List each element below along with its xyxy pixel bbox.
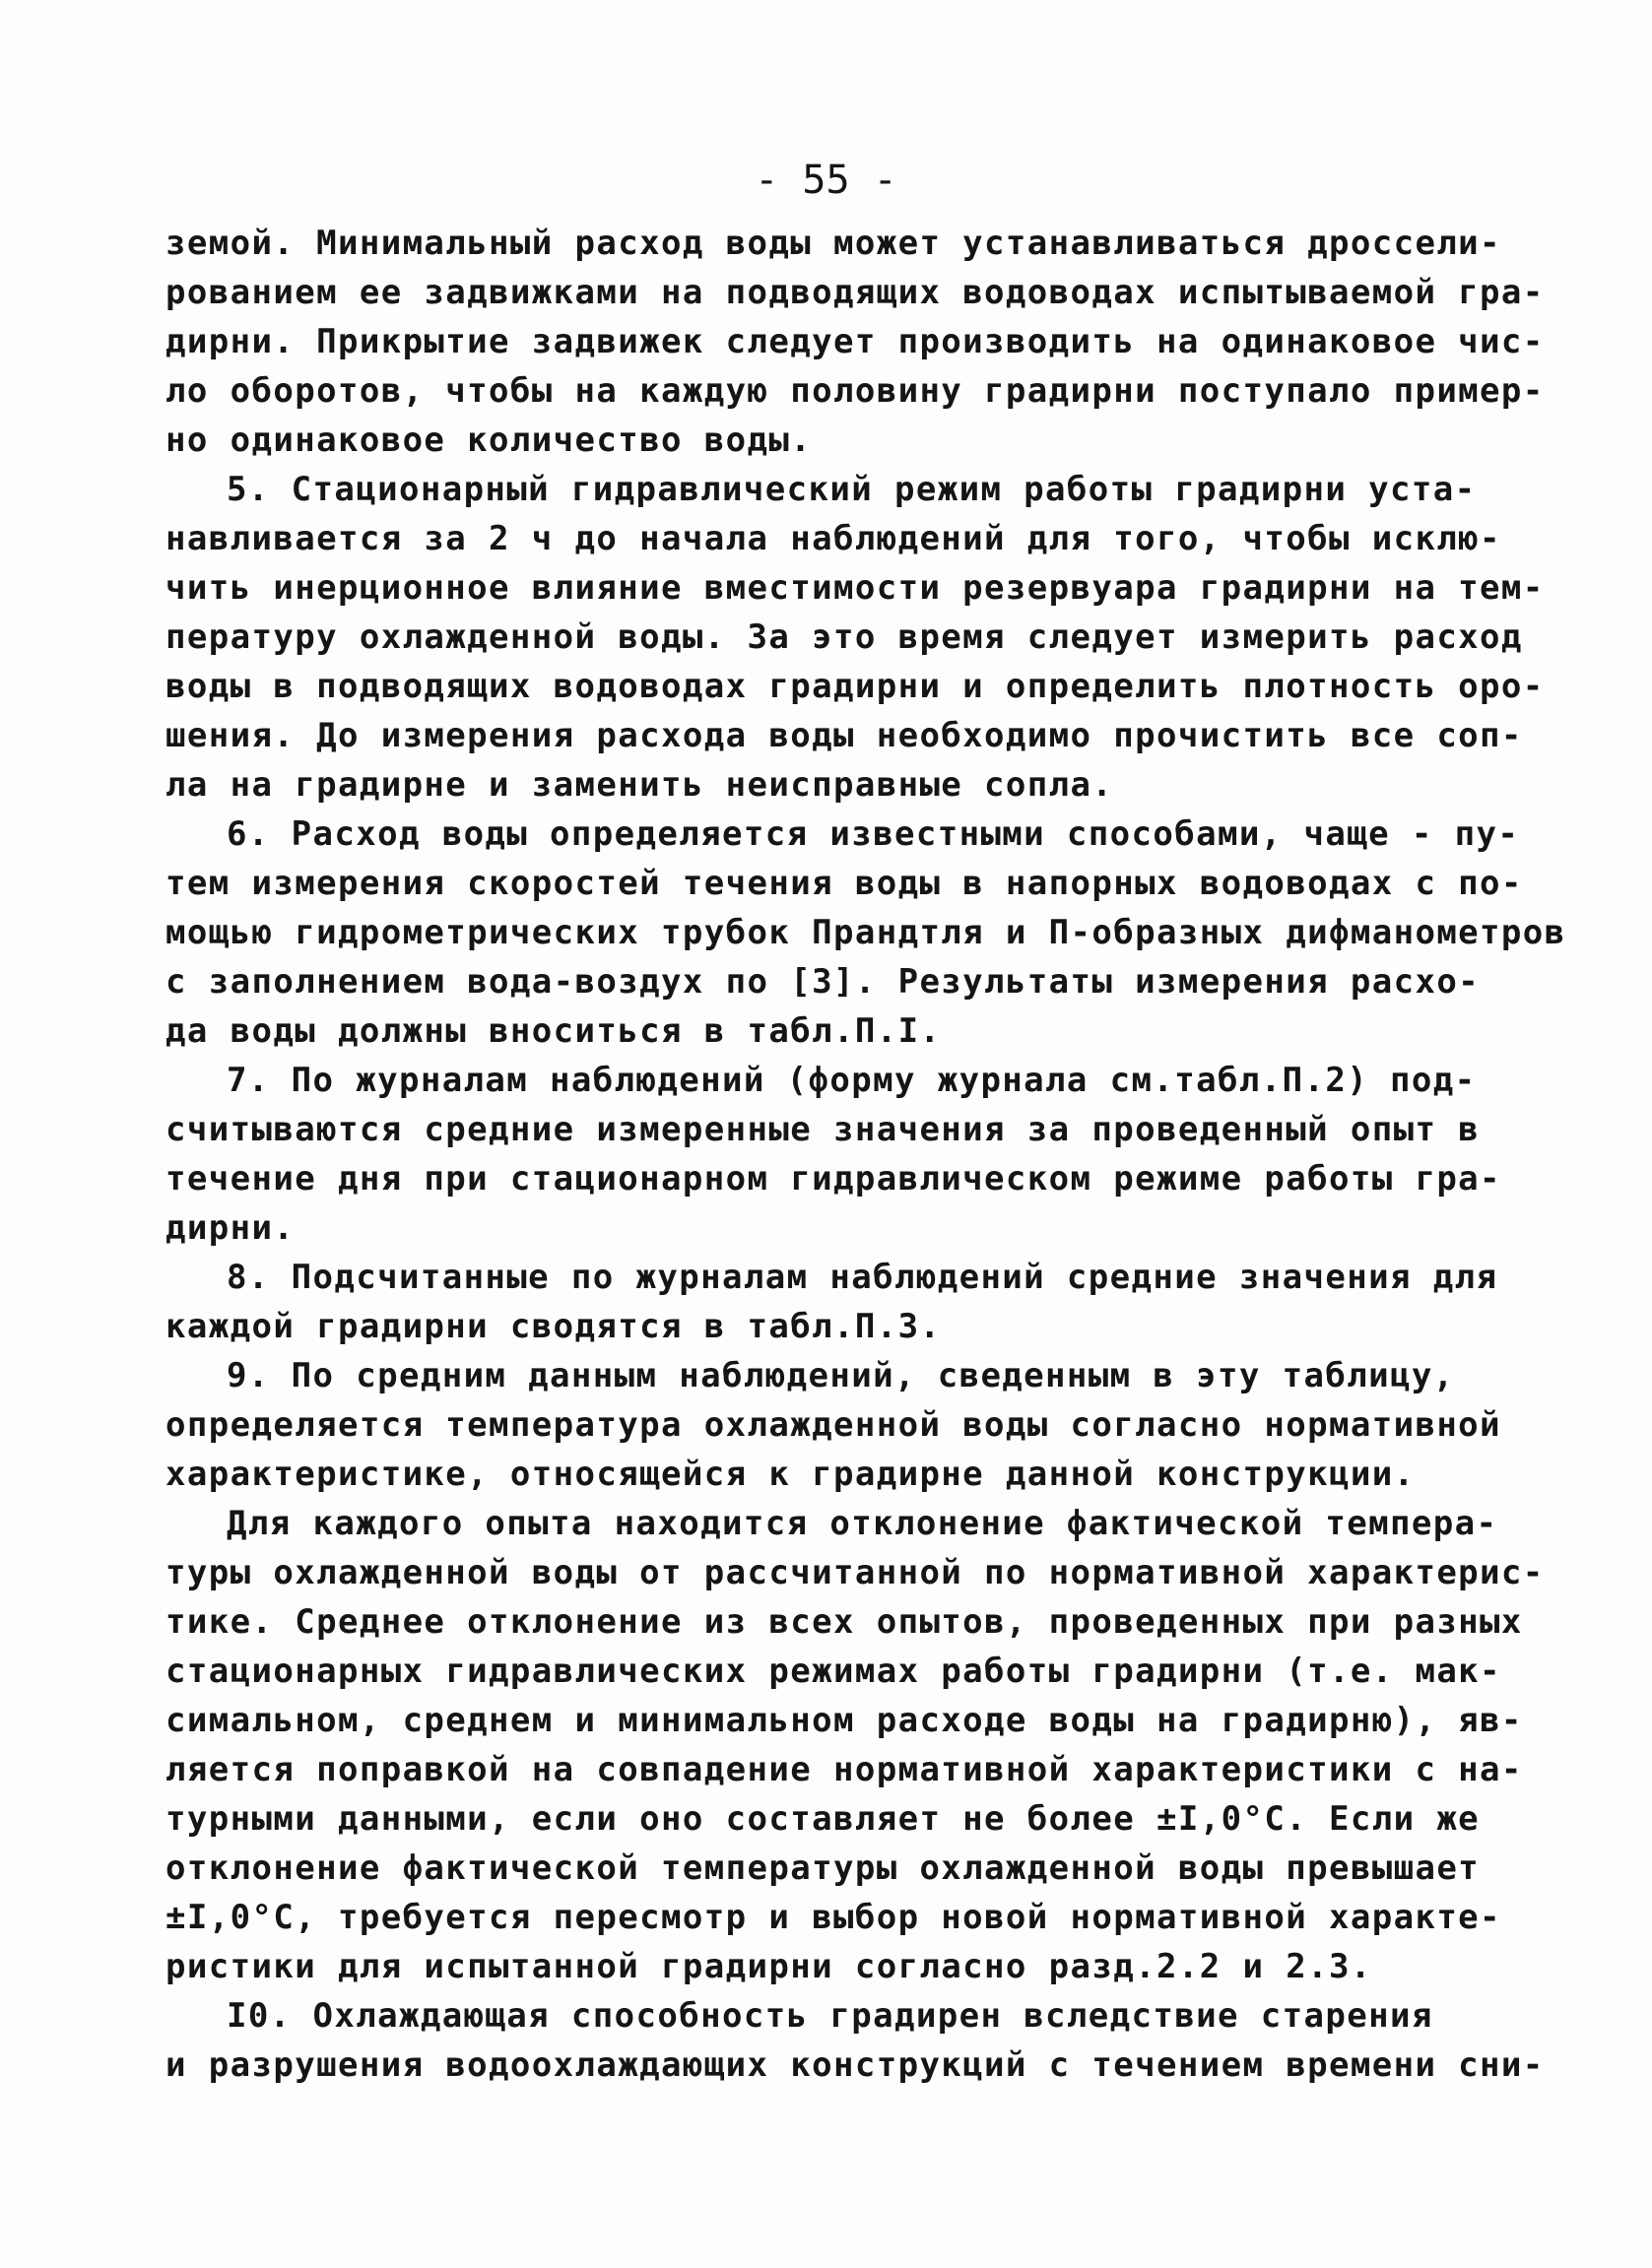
text-line: навливается за 2 ч до начала наблюдений для того, чтобы исклю- xyxy=(165,519,1501,558)
paragraph-start-6: 6. Расход воды определяется известными способами, чаще - пу- xyxy=(227,814,1520,854)
text-line: тем измерения скоростей течения воды в напорных водоводах с по- xyxy=(165,864,1523,903)
text-line: тике. Среднее отклонение из всех опытов, проведенных при разных xyxy=(165,1602,1523,1642)
text-line: отклонение фактической температуры охлажденной воды превышает xyxy=(165,1848,1481,1888)
text-line: течение дня при стационарном гидравлическом режиме работы гра- xyxy=(165,1159,1501,1199)
text-line: дирни. xyxy=(165,1208,296,1248)
paragraph-start-deviation: Для каждого опыта находится отклонение фактической темпера- xyxy=(227,1504,1498,1543)
page-number: - 55 - xyxy=(755,158,897,203)
text-line: стационарных гидравлических режимах работы градирни (т.е. мак- xyxy=(165,1652,1501,1691)
text-line: с заполнением вода-воздух по [3]. Результаты измерения расхо- xyxy=(165,962,1481,1002)
paragraph-start-5: 5. Стационарный гидравлический режим работы градирни уста- xyxy=(227,470,1477,509)
text-line: земой. Минимальный расход воды может устанавливаться дроссели- xyxy=(165,224,1501,263)
body-text xyxy=(165,219,1566,2090)
text-line: воды в подводящих водоводах градирни и определить плотность оро- xyxy=(165,667,1545,706)
paragraph-start-7: 7. По журналам наблюдений (форму журнала см.табл.П.2) под- xyxy=(227,1061,1477,1100)
text-line: и разрушения водоохлаждающих конструкций с течением времени сни- xyxy=(165,2045,1545,2085)
paragraph-start-8: 8. Подсчитанные по журналам наблюдений средние значения для xyxy=(227,1258,1498,1297)
text-line: считываются средние измеренные значения за проведенный опыт в xyxy=(165,1110,1481,1149)
text-line: ло оборотов, чтобы на каждую половину градирни поступало пример- xyxy=(165,371,1545,411)
paragraph-start-9: 9. По средним данным наблюдений, сведенным в эту таблицу, xyxy=(227,1356,1455,1395)
text-line: да воды должны вноситься в табл.П.I. xyxy=(165,1011,942,1051)
text-line: ла на градирне и заменить неисправные сопла. xyxy=(165,765,1114,805)
text-line: симальном, среднем и минимальном расходе воды на градирню), яв- xyxy=(165,1701,1523,1740)
text-line: туры охлажденной воды от рассчитанной по нормативной характерис- xyxy=(165,1553,1545,1592)
text-line: чить инерционное влияние вместимости резервуара градирни на тем- xyxy=(165,568,1545,608)
text-line: ляется поправкой на совпадение нормативной характеристики с на- xyxy=(165,1750,1523,1789)
text-line: дирни. Прикрытие задвижек следует производить на одинаковое чис- xyxy=(165,322,1545,361)
text-line: определяется температура охлажденной воды согласно нормативной xyxy=(165,1405,1501,1445)
text-line: шения. До измерения расхода воды необходимо прочистить все соп- xyxy=(165,716,1523,755)
text-line: турными данными, если оно составляет не более ±I,0°С. Если же xyxy=(165,1799,1481,1839)
text-line: ристики для испытанной градирни согласно разд.2.2 и 2.3. xyxy=(165,1947,1372,1986)
text-line: пературу охлажденной воды. За это время следует измерить расход xyxy=(165,617,1523,657)
text-line: но одинаковое количество воды. xyxy=(165,421,813,460)
text-line: ±I,0°С, требуется пересмотр и выбор новой нормативной характе- xyxy=(165,1898,1501,1937)
text-line: каждой градирни сводятся в табл.П.3. xyxy=(165,1307,942,1346)
text-line: характеристике, относящейся к градирне данной конструкции. xyxy=(165,1455,1416,1494)
text-line: мощью гидрометрических трубок Прандтля и П-образных дифманометров xyxy=(165,913,1566,952)
text-line: рованием ее задвижками на подводящих водоводах испытываемой гра- xyxy=(165,273,1545,312)
paragraph-start-10: I0. Охлаждающая способность градирен вследствие старения xyxy=(227,1996,1433,2036)
